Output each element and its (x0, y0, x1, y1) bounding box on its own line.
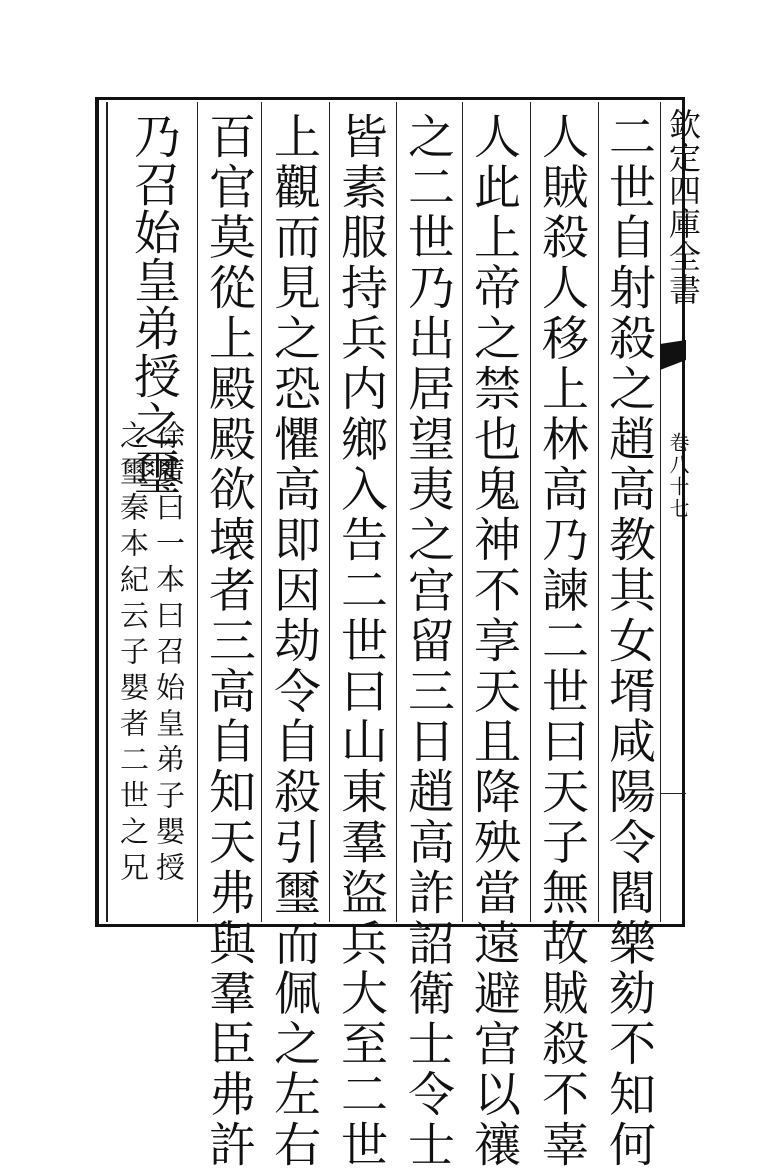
text-column-3: 人此上帝之禁也鬼神不享天且降殃當遠避宫以禳 (466, 112, 521, 1170)
commentary-left: 之璽秦本紀云子嬰者二世之兄 (116, 420, 150, 888)
text-column-4: 之二世乃出居望夷之宫留三日趙高詐詔衛士令士 (400, 112, 455, 1170)
text-column-1: 二世自射殺之趙高教其女壻咸陽令閻樂劾不知何 (601, 112, 656, 1170)
commentary-right: 徐廣曰一本曰召始皇弟子嬰授 (152, 420, 186, 888)
column-rule (261, 102, 262, 922)
text-column-2: 人賊殺人移上林高乃諫二世曰天子無故賊殺不辜 (534, 112, 589, 1170)
column-rule (598, 102, 599, 922)
fishtail-mark (660, 340, 686, 374)
column-rule (329, 102, 330, 922)
column-rule (462, 102, 463, 922)
margin-tick (660, 793, 686, 794)
column-rule (396, 102, 397, 922)
text-column-6: 上觀而見之恐懼高即因劫令自殺引璽而佩之左右 (266, 112, 321, 1170)
column-rule (530, 102, 531, 922)
column-rule (197, 102, 198, 922)
text-column-5: 皆素服持兵内鄉入告二世曰山東羣盜兵大至二世 (333, 112, 388, 1170)
volume-label: 卷八十七 (666, 432, 690, 520)
book-title: 欽定四庫全書 (664, 108, 702, 306)
text-column-8: 乃召始皇弟授之璽 (126, 112, 181, 496)
text-column-7: 百官莫從上殿殿欲壊者三高自知天弗與羣臣弗許 (201, 112, 256, 1170)
